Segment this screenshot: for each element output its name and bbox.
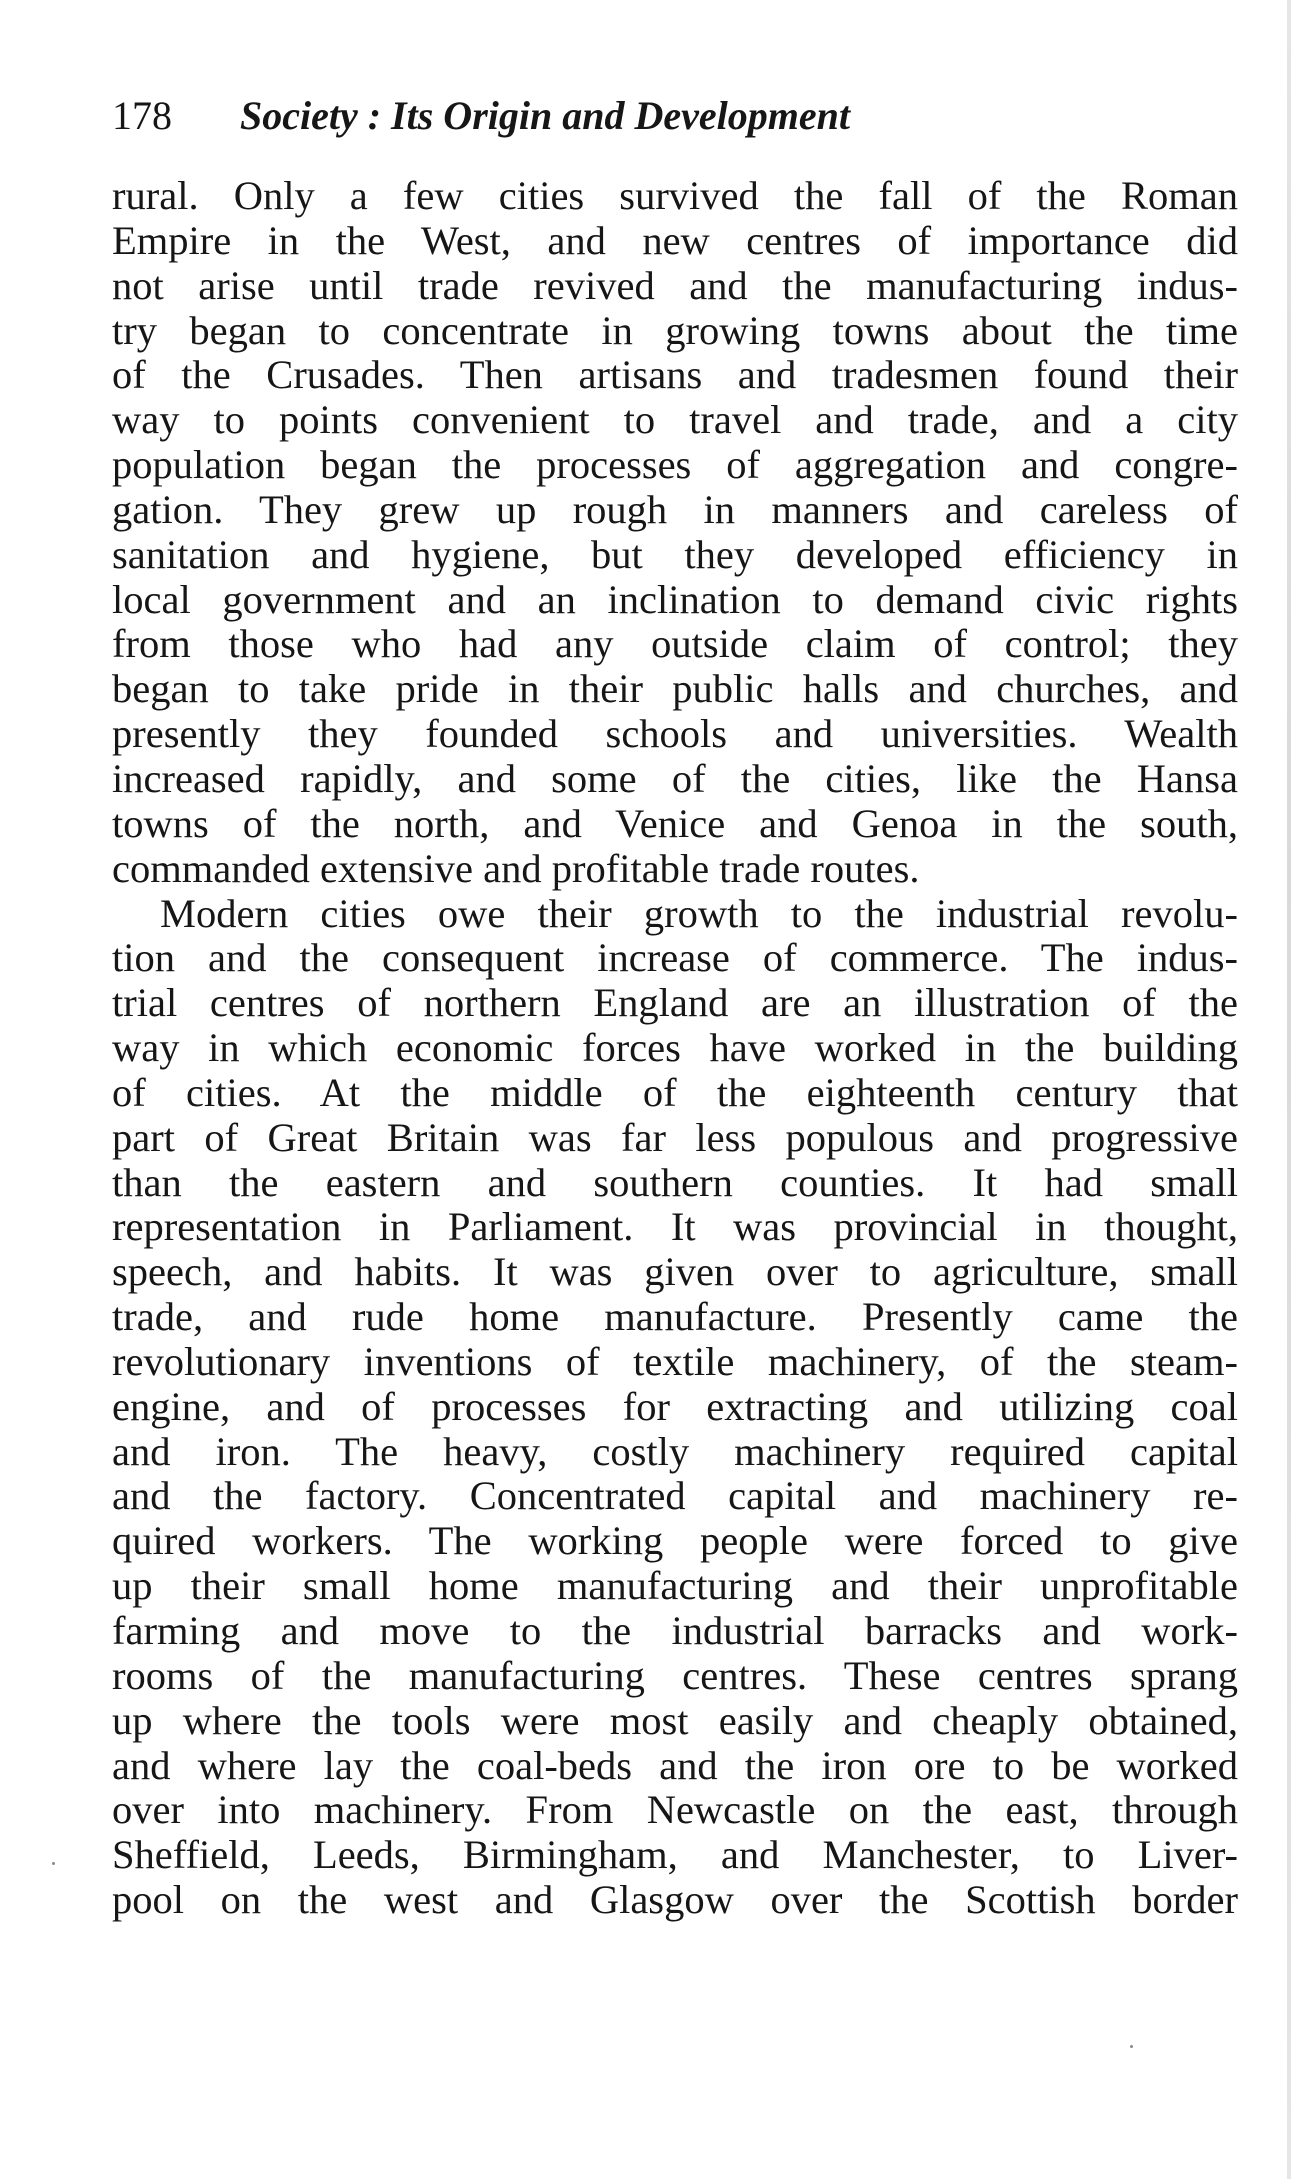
text-line: of cities. At the middle of the eighteenth century that <box>112 1069 1238 1115</box>
paragraph-1 <box>112 174 1238 892</box>
text-line: way in which economic forces have worked in the building <box>112 1025 1238 1071</box>
text-line: Modern cities owe their growth to the industrial revolu- <box>160 890 1238 936</box>
text-line: tion and the consequent increase of commerce. The indus- <box>112 935 1238 981</box>
paragraph-2 <box>112 892 1238 1923</box>
text-line: sanitation and hygiene, but they developed efficiency in <box>112 531 1238 577</box>
text-line: engine, and of processes for extracting and utilizing coal <box>112 1383 1238 1429</box>
text-line: representation in Parliament. It was provincial in thought, <box>112 1204 1238 1250</box>
text-line: rooms of the manufacturing centres. These centres sprang <box>112 1652 1238 1698</box>
text-line: quired workers. The working people were forced to give <box>112 1518 1238 1564</box>
text-line: not arise until trade revived and the manufacturing indus- <box>112 262 1238 308</box>
text-line: Empire in the West, and new centres of importance did <box>112 217 1238 263</box>
text-line: over into machinery. From Newcastle on the east, through <box>112 1787 1238 1833</box>
text-line: local government and an inclination to demand civic rights <box>112 576 1238 622</box>
text-line: and iron. The heavy, costly machinery required capital <box>112 1428 1238 1474</box>
page-edge-shadow <box>1287 0 1291 2179</box>
text-line: Sheffield, Leeds, Birmingham, and Manchester, to Liver- <box>112 1832 1238 1878</box>
text-line: began to take pride in their public halls and churches, and <box>112 666 1238 712</box>
text-line: part of Great Britain was far less populous and progressive <box>112 1114 1238 1160</box>
text-line: increased rapidly, and some of the cities, like the Hansa <box>112 755 1238 801</box>
text-line: from those who had any outside claim of control; they <box>112 621 1238 667</box>
text-line: trade, and rude home manufacture. Presently came the <box>112 1294 1238 1340</box>
text-line: up their small home manufacturing and their unprofitable <box>112 1563 1238 1609</box>
scan-speck <box>1130 2045 1133 2048</box>
text-line: trial centres of northern England are an illustration of the <box>112 980 1238 1026</box>
text-line: up where the tools were most easily and cheaply obtained, <box>112 1697 1238 1743</box>
text-line: presently they founded schools and universities. Wealth <box>112 711 1238 757</box>
text-line: commanded extensive and profitable trade routes. <box>112 845 920 891</box>
text-line: farming and move to the industrial barracks and work- <box>112 1608 1238 1653</box>
text-line: than the eastern and southern counties. It had small <box>112 1159 1238 1205</box>
text-line: and where lay the coal-beds and the iron ore to be worked <box>112 1742 1238 1788</box>
text-line: of the Crusades. Then artisans and tradesmen found their <box>112 352 1238 398</box>
text-line: gation. They grew up rough in manners and careless of <box>112 486 1238 532</box>
text-line: pool on the west and Glasgow over the Scottish border <box>112 1877 1238 1923</box>
page-number: 178 <box>112 93 172 138</box>
text-line: rural. Only a few cities survived the fall of the Roman <box>112 173 1238 218</box>
text-line: towns of the north, and Venice and Genoa in the south, <box>112 800 1238 846</box>
text-line: try began to concentrate in growing towns about the time <box>112 307 1238 353</box>
text-line: and the factory. Concentrated capital and machinery re- <box>112 1473 1238 1519</box>
body-text <box>112 174 1238 1923</box>
text-line: revolutionary inventions of textile machinery, of the steam- <box>112 1338 1238 1384</box>
page-header <box>112 88 1092 144</box>
running-title: Society : Its Origin and Development <box>240 93 850 138</box>
scan-speck <box>52 1862 55 1865</box>
text-line: way to points convenient to travel and trade, and a city <box>112 397 1238 443</box>
text-line: population began the processes of aggregation and congre- <box>112 442 1238 488</box>
text-line: speech, and habits. It was given over to agriculture, small <box>112 1249 1238 1295</box>
